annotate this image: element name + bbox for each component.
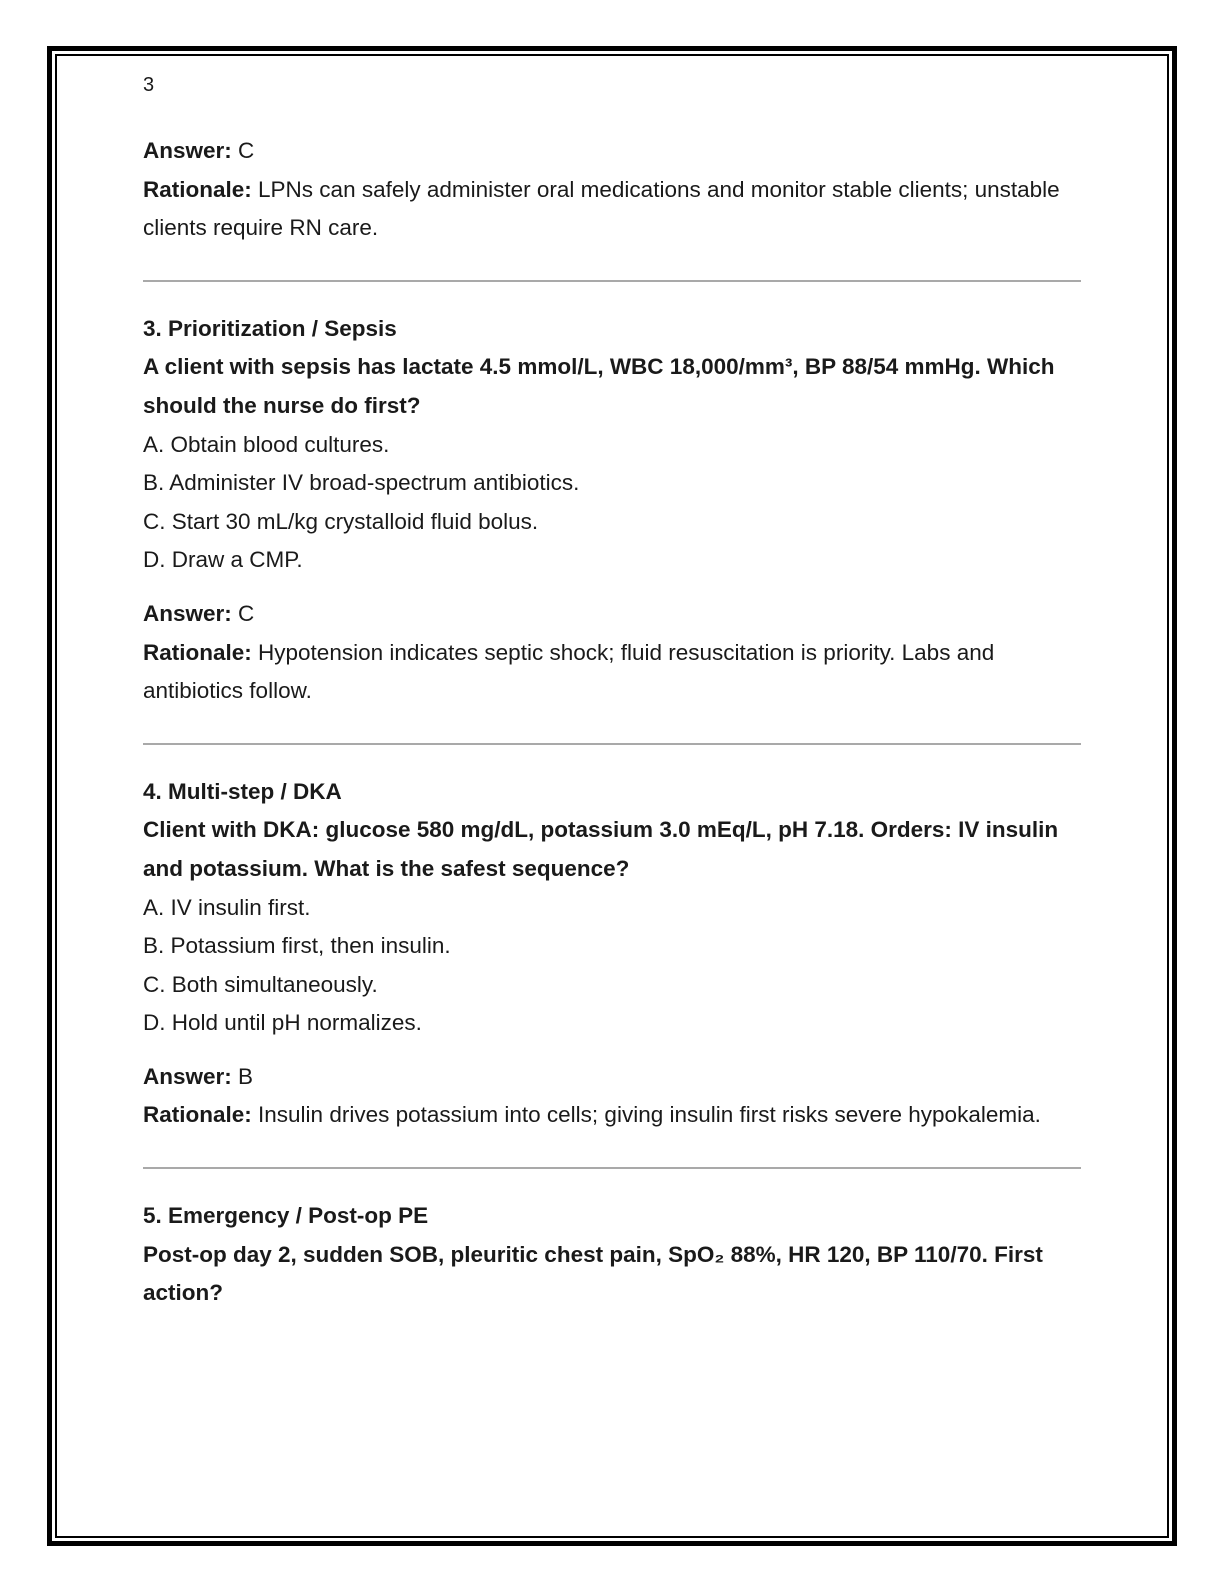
rationale-label: Rationale: — [143, 1102, 252, 1128]
rationale-text: LPNs can safely administer oral medications and monitor stable clients; unstable clients require RN care. — [143, 176, 1060, 241]
answer-label: Answer: — [143, 1063, 232, 1089]
option-c: C. Start 30 mL/kg crystalloid fluid bolus. — [143, 508, 539, 534]
answer-label: Answer: — [143, 600, 232, 626]
page-number: 3 — [143, 74, 155, 96]
answer-line — [143, 1058, 1081, 1097]
option-a: A. IV insulin first. — [143, 894, 311, 920]
rationale-line — [143, 171, 1081, 248]
option-b: B. Potassium first, then insulin. — [143, 933, 451, 959]
question-title: 5. Emergency / Post-op PE — [143, 1203, 429, 1229]
document-page — [60, 56, 1164, 1534]
rationale-line — [143, 634, 1081, 711]
answer-value: C — [238, 600, 255, 626]
rationale-line — [143, 1096, 1081, 1135]
question-stem: Post-op day 2, sudden SOB, pleuritic chest pain, SpO₂ 88%, HR 120, BP 110/70. First action? — [143, 1241, 1043, 1306]
option-a: A. Obtain blood cultures. — [143, 431, 390, 457]
option-d: D. Hold until pH normalizes. — [143, 1010, 422, 1036]
answer-value: C — [238, 138, 255, 163]
section-divider — [143, 1167, 1081, 1169]
rationale-text: Insulin drives potassium into cells; giving insulin first risks severe hypokalemia. — [258, 1102, 1041, 1128]
answer-label: Answer: — [143, 138, 232, 163]
answer-value: B — [238, 1063, 254, 1089]
option-c: C. Both simultaneously. — [143, 971, 378, 997]
rationale-text: Hypotension indicates septic shock; fluid resuscitation is priority. Labs and antibiotics follow. — [143, 639, 995, 704]
option-d: D. Draw a CMP. — [143, 547, 303, 573]
answer-line — [143, 132, 1081, 171]
question-stem: Client with DKA: glucose 580 mg/dL, potassium 3.0 mEq/L, pH 7.18. Orders: IV insulin and potassium. What is the safest sequence? — [143, 817, 1059, 881]
option-b: B. Administer IV broad-spectrum antibiotics. — [143, 470, 580, 496]
question-title: 4. Multi-step / DKA — [143, 778, 342, 804]
question-stem: A client with sepsis has lactate 4.5 mmol/L, WBC 18,000/mm³, BP 88/54 mmHg. Which should the nurse do first? — [143, 354, 1055, 418]
rationale-label: Rationale: — [143, 176, 252, 202]
section-divider — [143, 280, 1081, 282]
answer-line — [143, 595, 1081, 634]
question-title: 3. Prioritization / Sepsis — [143, 315, 397, 341]
rationale-label: Rationale: — [143, 639, 252, 665]
section-divider — [143, 743, 1081, 745]
